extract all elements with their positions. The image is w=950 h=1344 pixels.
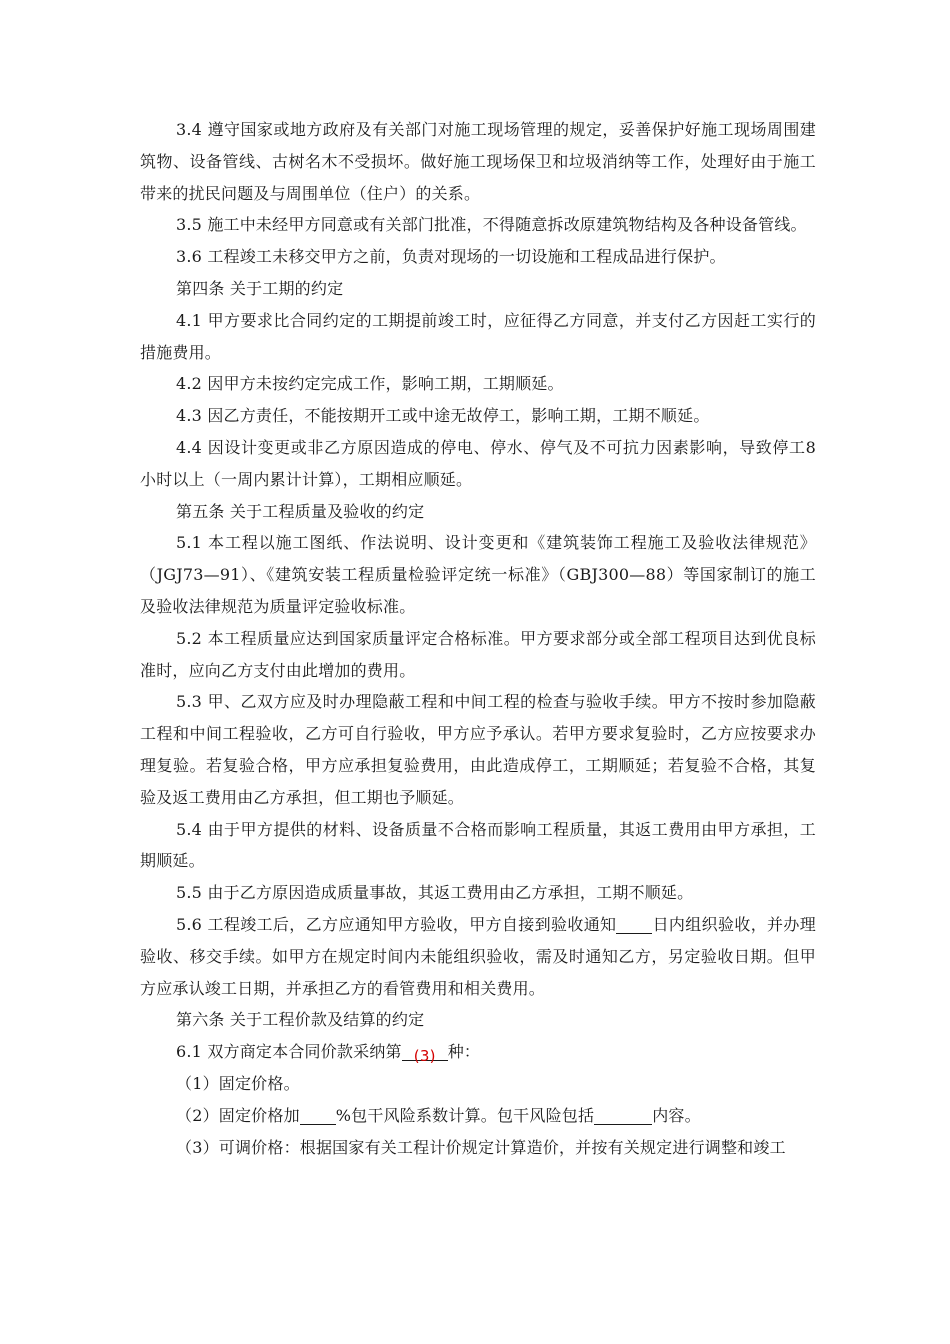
article-4-heading: 第四条 关于工期的约定 (176, 278, 344, 298)
clause-3-6: 3.6 工程竣工未移交甲方之前，负责对现场的一切设施和工程成品进行保护。 (176, 247, 726, 267)
clause-5-6-text-b: 日内组织验收，并办理验收、移交手续。如甲方在规定时间内未能组织验收，需及时通知乙方，另定验收日期。但甲方应承认竣工日期，并承担乙方的看管费用和相关费用。 (140, 914, 816, 998)
clause-6-1-text-b: 种： (447, 1042, 481, 1062)
clause-5-4: 5.4 由于甲方提供的材料、设备质量不合格而影响工程质量，其返工费用由甲方承担，工期顺延。 (140, 819, 816, 871)
clause-5-6 (140, 909, 816, 1004)
clause-3-4: 3.4 遵守国家或地方政府及有关部门对施工现场管理的规定，妥善保护好施工现场周围建筑物、设备管线、古树名木不受损坏。做好施工现场保卫和垃圾消纳等工作，处理好由于施工带来的扰民问题及与周围单位（住户）的关系。 (140, 120, 816, 203)
article-6-heading: 第六条 关于工程价款及结算的约定 (176, 1010, 425, 1030)
risk-percent-blank[interactable] (300, 1104, 336, 1125)
risk-content-blank[interactable] (594, 1104, 652, 1125)
clause-6-1 (140, 1036, 816, 1068)
option-2-text-a: （2）固定价格加 (176, 1105, 300, 1125)
clause-5-1: 5.1 本工程以施工图纸、作法说明、设计变更和《建筑装饰工程施工及验收法律规范》（JGJ73—91）、《建筑安装工程质量检验评定统一标准》（GBJ300—88）等国家制订的施工及验收法律规范为质量评定验收标准。 (140, 533, 816, 616)
price-method-value: (3) (413, 1047, 436, 1066)
clause-4-1: 4.1 甲方要求比合同约定的工期提前竣工时，应征得乙方同意，并支付乙方因赶工实行的措施费用。 (140, 310, 816, 362)
contract-page (140, 114, 816, 1163)
clause-4-2: 4.2 因甲方未按约定完成工作，影响工期，工期顺延。 (176, 374, 564, 394)
clause-5-2: 5.2 本工程质量应达到国家质量评定合格标准。甲方要求部分或全部工程项目达到优良标准时，应向乙方支付由此增加的费用。 (140, 628, 816, 680)
option-2 (140, 1100, 816, 1132)
article-5-heading: 第五条 关于工程质量及验收的约定 (176, 501, 425, 521)
clause-5-3: 5.3 甲、乙双方应及时办理隐蔽工程和中间工程的检查与验收手续。甲方不按时参加隐蔽工程和中间工程验收，乙方可自行验收，甲方应予承认。若甲方要求复验时，乙方应按要求办理复验。若复验合格，甲方应承担复验费用，由此造成停工，工期顺延；若复验不合格，其复验及返工费用由乙方承担，但工期也予顺延。 (140, 692, 816, 807)
price-method-blank[interactable] (402, 1040, 448, 1066)
option-2-text-b: %包干风险系数计算。包干风险包括 (335, 1105, 595, 1125)
clause-5-6-text-a: 5.6 工程竣工后，乙方应通知甲方验收，甲方自接到验收通知 (176, 914, 617, 934)
option-1: （1）固定价格。 (176, 1073, 300, 1093)
option-2-text-c: 内容。 (652, 1105, 701, 1125)
acceptance-days-blank[interactable] (616, 913, 652, 934)
clause-6-1-text-a: 6.1 双方商定本合同价款采纳第 (176, 1042, 402, 1062)
clause-3-5: 3.5 施工中未经甲方同意或有关部门批准，不得随意拆改原建筑物结构及各种设备管线。 (176, 215, 807, 235)
clause-5-5: 5.5 由于乙方原因造成质量事故，其返工费用由乙方承担，工期不顺延。 (176, 883, 694, 903)
clause-4-4: 4.4 因设计变更或非乙方原因造成的停电、停水、停气及不可抗力因素影响，导致停工8小时以上（一周内累计计算），工期相应顺延。 (140, 437, 816, 489)
clause-4-3: 4.3 因乙方责任，不能按期开工或中途无故停工，影响工期，工期不顺延。 (176, 406, 710, 426)
option-3: （3）可调价格：根据国家有关工程计价规定计算造价，并按有关规定进行调整和竣工 (176, 1137, 786, 1157)
